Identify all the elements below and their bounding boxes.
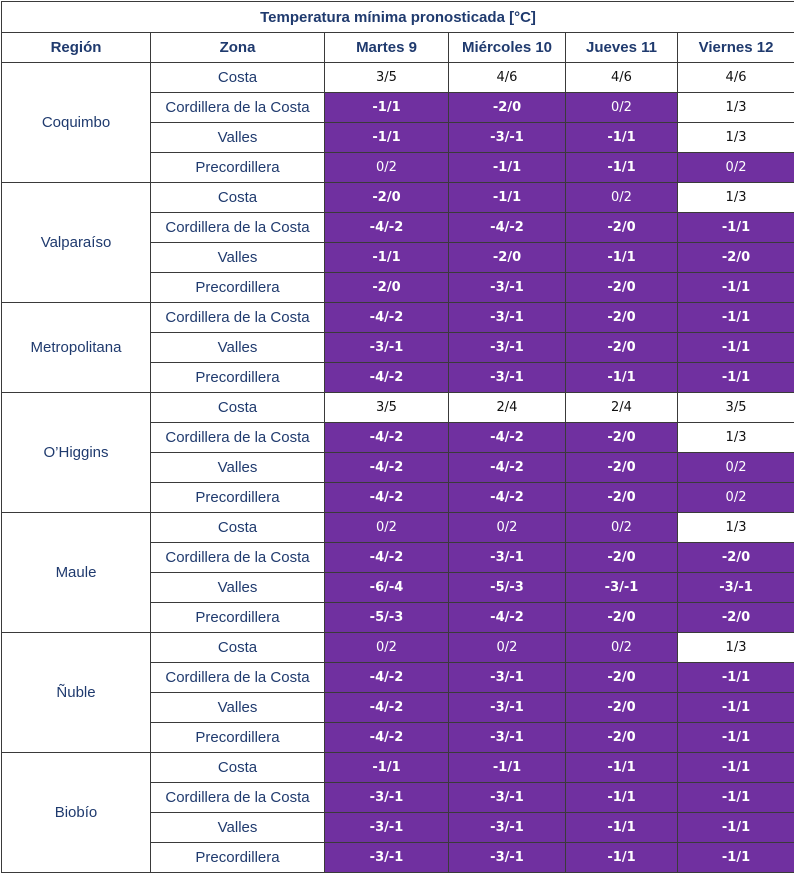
temperature-cell: 4/6 (678, 63, 794, 93)
temperature-cell: -1/1 (325, 93, 449, 123)
temperature-cell: -1/1 (566, 243, 678, 273)
temperature-cell: -1/1 (678, 273, 794, 303)
temperature-cell: 2/4 (449, 393, 566, 423)
temperature-cell: -4/-2 (325, 303, 449, 333)
temperature-cell: -2/0 (566, 543, 678, 573)
region-cell: Metropolitana (2, 303, 151, 393)
temperature-cell: -1/1 (449, 183, 566, 213)
zone-cell: Precordillera (151, 153, 325, 183)
temperature-cell: -4/-2 (325, 543, 449, 573)
temperature-cell: -1/1 (678, 783, 794, 813)
temperature-cell: 0/2 (325, 633, 449, 663)
temperature-cell: -1/1 (678, 663, 794, 693)
temperature-cell: 2/4 (566, 393, 678, 423)
region-cell: O’Higgins (2, 393, 151, 513)
temperature-cell: -2/0 (325, 183, 449, 213)
zone-cell: Costa (151, 183, 325, 213)
header-day-1: Martes 9 (325, 33, 449, 63)
temperature-cell: -4/-2 (449, 603, 566, 633)
zone-cell: Cordillera de la Costa (151, 423, 325, 453)
temperature-cell: -2/0 (566, 273, 678, 303)
temperature-cell: -3/-1 (449, 363, 566, 393)
zone-cell: Precordillera (151, 723, 325, 753)
temperature-cell: 0/2 (566, 633, 678, 663)
temperature-cell: -5/-3 (325, 603, 449, 633)
temperature-cell: -1/1 (566, 363, 678, 393)
temperature-cell: -1/1 (678, 723, 794, 753)
temperature-cell: -3/-1 (449, 813, 566, 843)
region-cell: Coquimbo (2, 63, 151, 183)
temperature-cell: -2/0 (566, 723, 678, 753)
temperature-cell: -1/1 (678, 333, 794, 363)
temperature-cell: -2/0 (566, 303, 678, 333)
temperature-cell: 3/5 (325, 63, 449, 93)
temperature-cell: -2/0 (566, 603, 678, 633)
table-body (2, 63, 794, 873)
temperature-cell: -2/0 (566, 423, 678, 453)
zone-cell: Precordillera (151, 843, 325, 873)
temperature-cell: 0/2 (449, 513, 566, 543)
temperature-cell: -1/1 (325, 123, 449, 153)
temperature-cell: -2/0 (566, 663, 678, 693)
temperature-cell: 3/5 (325, 393, 449, 423)
header-day-4: Viernes 12 (678, 33, 794, 63)
temperature-cell: -6/-4 (325, 573, 449, 603)
temperature-cell: -1/1 (566, 783, 678, 813)
temperature-cell: 0/2 (678, 453, 794, 483)
temperature-cell: -4/-2 (449, 423, 566, 453)
temperature-cell: 1/3 (678, 513, 794, 543)
temperature-cell: -3/-1 (566, 573, 678, 603)
temperature-cell: -3/-1 (449, 543, 566, 573)
temperature-cell: 1/3 (678, 183, 794, 213)
temperature-cell: -1/1 (566, 843, 678, 873)
zone-cell: Precordillera (151, 483, 325, 513)
temperature-cell: -1/1 (325, 243, 449, 273)
zone-cell: Cordillera de la Costa (151, 303, 325, 333)
header-zone: Zona (151, 33, 325, 63)
temperature-cell: -1/1 (566, 813, 678, 843)
temperature-cell: -4/-2 (325, 363, 449, 393)
table-row (2, 633, 794, 663)
temperature-cell: 0/2 (678, 483, 794, 513)
zone-cell: Costa (151, 753, 325, 783)
temperature-cell: -3/-1 (678, 573, 794, 603)
zone-cell: Cordillera de la Costa (151, 93, 325, 123)
temperature-cell: -1/1 (449, 753, 566, 783)
zone-cell: Cordillera de la Costa (151, 663, 325, 693)
temperature-cell: 4/6 (449, 63, 566, 93)
temperature-cell: -3/-1 (325, 333, 449, 363)
temperature-cell: -1/1 (449, 153, 566, 183)
header-region: Región (2, 33, 151, 63)
temperature-cell: 1/3 (678, 423, 794, 453)
temperature-cell: -1/1 (325, 753, 449, 783)
temperature-cell: 0/2 (566, 513, 678, 543)
zone-cell: Valles (151, 123, 325, 153)
temperature-cell: 1/3 (678, 123, 794, 153)
temperature-cell: 0/2 (325, 513, 449, 543)
temperature-cell: -3/-1 (449, 783, 566, 813)
temperature-cell: -4/-2 (325, 723, 449, 753)
temperature-cell: -4/-2 (449, 483, 566, 513)
zone-cell: Valles (151, 453, 325, 483)
temperature-cell: -3/-1 (325, 843, 449, 873)
header-day-3: Jueves 11 (566, 33, 678, 63)
temperature-cell: -2/0 (449, 93, 566, 123)
temperature-cell: -2/0 (678, 603, 794, 633)
temperature-cell: -4/-2 (449, 453, 566, 483)
table-row (2, 63, 794, 93)
temperature-cell: -3/-1 (449, 693, 566, 723)
temperature-cell: -1/1 (678, 213, 794, 243)
table-row (2, 753, 794, 783)
temperature-cell: 1/3 (678, 93, 794, 123)
zone-cell: Valles (151, 693, 325, 723)
temperature-cell: -1/1 (566, 153, 678, 183)
temperature-cell: -4/-2 (325, 663, 449, 693)
table-row (2, 393, 794, 423)
temperature-cell: -1/1 (678, 693, 794, 723)
temperature-cell: 0/2 (566, 93, 678, 123)
table-title: Temperatura mínima pronosticada [°C] (2, 2, 794, 33)
temperature-cell: 4/6 (566, 63, 678, 93)
temperature-cell: -1/1 (678, 363, 794, 393)
temperature-cell: -2/0 (566, 213, 678, 243)
zone-cell: Valles (151, 573, 325, 603)
zone-cell: Costa (151, 633, 325, 663)
temperature-cell: -4/-2 (325, 453, 449, 483)
region-cell: Ñuble (2, 633, 151, 753)
temperature-cell: -3/-1 (449, 123, 566, 153)
temperature-cell: -3/-1 (449, 273, 566, 303)
temperature-cell: -2/0 (566, 483, 678, 513)
region-cell: Valparaíso (2, 183, 151, 303)
temperature-cell: -2/0 (678, 543, 794, 573)
temperature-cell: -3/-1 (449, 723, 566, 753)
temperature-cell: -3/-1 (449, 333, 566, 363)
temperature-cell: -2/0 (566, 453, 678, 483)
temperature-cell: -4/-2 (325, 483, 449, 513)
zone-cell: Precordillera (151, 363, 325, 393)
temperature-cell: 0/2 (325, 153, 449, 183)
temperature-cell: -1/1 (678, 813, 794, 843)
table-row (2, 183, 794, 213)
temperature-cell: -2/0 (678, 243, 794, 273)
zone-cell: Costa (151, 393, 325, 423)
temperature-cell: -2/0 (566, 693, 678, 723)
temperature-cell: -3/-1 (449, 663, 566, 693)
temperature-cell: 3/5 (678, 393, 794, 423)
temperature-cell: -2/0 (325, 273, 449, 303)
region-cell: Biobío (2, 753, 151, 873)
temperature-cell: -4/-2 (325, 423, 449, 453)
temperature-cell: 1/3 (678, 633, 794, 663)
zone-cell: Costa (151, 63, 325, 93)
temperature-cell: 0/2 (678, 153, 794, 183)
temperature-cell: -1/1 (678, 843, 794, 873)
temperature-cell: 0/2 (449, 633, 566, 663)
header-day-2: Miércoles 10 (449, 33, 566, 63)
forecast-table (1, 1, 794, 873)
temperature-cell: -5/-3 (449, 573, 566, 603)
zone-cell: Cordillera de la Costa (151, 543, 325, 573)
temperature-cell: -4/-2 (325, 693, 449, 723)
zone-cell: Precordillera (151, 603, 325, 633)
zone-cell: Precordillera (151, 273, 325, 303)
temperature-cell: -3/-1 (325, 783, 449, 813)
temperature-cell: -1/1 (566, 753, 678, 783)
region-cell: Maule (2, 513, 151, 633)
temperature-cell: -2/0 (449, 243, 566, 273)
temperature-cell: -3/-1 (449, 303, 566, 333)
temperature-cell: -1/1 (678, 303, 794, 333)
temperature-cell: -3/-1 (325, 813, 449, 843)
zone-cell: Cordillera de la Costa (151, 783, 325, 813)
temperature-cell: -4/-2 (325, 213, 449, 243)
zone-cell: Valles (151, 813, 325, 843)
temperature-cell: 0/2 (566, 183, 678, 213)
zone-cell: Valles (151, 243, 325, 273)
zone-cell: Valles (151, 333, 325, 363)
zone-cell: Costa (151, 513, 325, 543)
temperature-cell: -1/1 (566, 123, 678, 153)
temperature-cell: -3/-1 (449, 843, 566, 873)
table-row (2, 513, 794, 543)
temperature-cell: -1/1 (678, 753, 794, 783)
temperature-cell: -4/-2 (449, 213, 566, 243)
temperature-cell: -2/0 (566, 333, 678, 363)
zone-cell: Cordillera de la Costa (151, 213, 325, 243)
table-row (2, 303, 794, 333)
